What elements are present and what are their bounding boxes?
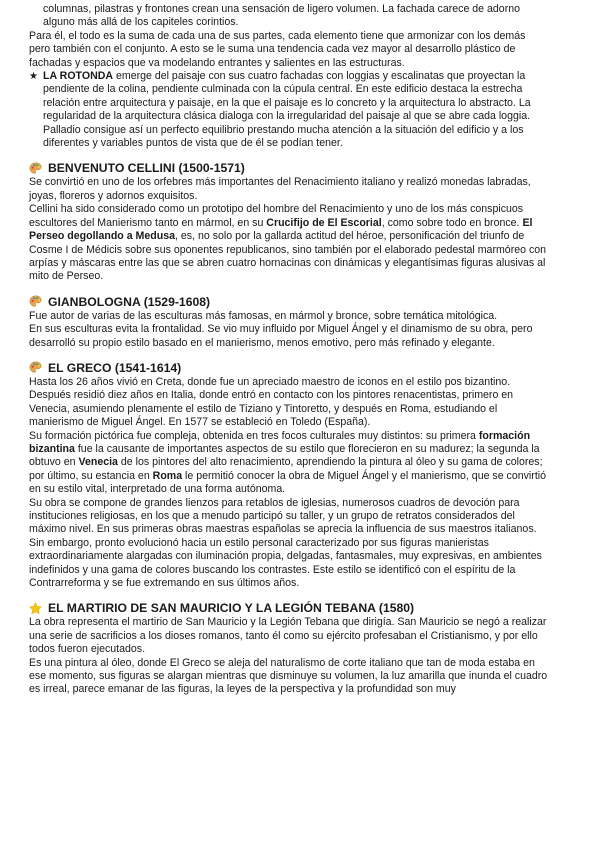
bullet-item-rotonda (29, 70, 548, 150)
continued-paragraph: columnas, pilastras y frontones crean una sensación de ligero volumen. La fachada carece de adorno alguno más allá de los capiteles corintios. (43, 3, 521, 29)
text-run: , es, no solo por la gallarda actitud del héroe, personificación del triunfo de Cosme I de Médicis sobre sus oponentes republicanos, sino también por el elaborado pedestal marmóreo con arpías y máscaras entre las que se abren cuatro hornacinas con dinámicas y elegantísimas figuras alusivas al mito de Perseo. (29, 230, 547, 283)
paragraph: Es una pintura al óleo, donde El Greco se aleja del naturalismo de corte italiano que tan de moda estaba en ese momento, sus figuras se alargan mientras que disminuye su volumen, la luz amarilla que inunda el cuadro es irreal, parece emanar de las figuras, la leyes de la perspectiva y la profundidad son muy (29, 656, 548, 696)
bullet-title: LA ROTONDA (43, 70, 114, 83)
heading-text: EL GRECO (1541-1614) (48, 360, 182, 375)
section-heading-cellini (29, 160, 548, 176)
text-run: fue la causante de importantes aspectos de su estilo que florecieron en su madurez; la segunda la obtuvo en (29, 442, 540, 469)
palette-icon (29, 162, 42, 175)
paragraph: La obra representa el martirio de San Mauricio y la Legión Tebana que dirigía. San Mauricio se negó a realizar una serie de sacrificios a los dioses romanos, tanto él como su ejército profesaban el Cristianismo, y por ello todos fueron ejecutados. (29, 616, 547, 656)
palette-icon (29, 295, 42, 308)
paragraph (29, 203, 548, 283)
bold-run: Crucifijo de El Escorial (266, 216, 382, 229)
paragraph: Hasta los 26 años vivió en Creta, donde fue un apreciado maestro de iconos en el estilo pos bizantino. Después residió diez años en Italia, donde entró en contacto con los pintores renacentistas, primero en Venecia, asumiendo plenamente el estilo de Tiziano y Tintoretto, y después en Roma, estudiando el manierismo de Miguel Ángel. En 1577 se estableció en Toledo (España). (29, 375, 514, 429)
paragraph: Se convirtió en uno de los orfebres más importantes del Renacimiento italiano y realizó monedas labradas, joyas, floreros y adornos exquisitos. (29, 176, 531, 202)
text-run: Su formación pictórica fue compleja, obtenida en tres focos culturales muy distintos: su primera (29, 429, 479, 442)
paragraph: Fue autor de varias de las esculturas más famosas, en mármol y bronce, sobre temática mitológica. (29, 309, 498, 322)
bold-run: formación bizantina (29, 429, 531, 455)
bold-run: Roma (152, 469, 183, 482)
palette-icon (29, 361, 42, 374)
star-icon (29, 602, 42, 615)
heading-text: EL MARTIRIO DE SAN MAURICIO Y LA LEGIÓN TEBANA (1580) (48, 601, 415, 616)
section-heading-gianbologna (29, 294, 548, 310)
black-star-icon: ★ (29, 71, 38, 83)
text-run: de los pintores del alto renacimiento, aprendiendo la pintura al óleo y su gama de colores; por último, su estancia en (29, 456, 543, 482)
text-run: le permitió conocer la obra de Miguel Ángel y el manierismo, que se convirtió en su estilo vital, interpretado de una forma autónoma. (29, 469, 547, 496)
paragraph: En sus esculturas evita la frontalidad. Se vio muy influido por Miguel Ángel y el dinamismo de su obra, pero desarrolló su propio estilo basado en el manierismo, menos emotivo, pero más refinado y elegante. (29, 323, 533, 349)
heading-text: BENVENUTO CELLINI (1500-1571) (48, 161, 245, 176)
bullet-text (43, 70, 548, 150)
section-heading-greco (29, 360, 548, 376)
heading-text: GIANBOLOGNA (1529-1608) (48, 294, 211, 309)
bold-run: El Perseo degollando a Medusa (29, 216, 533, 243)
bold-run: Venecia (78, 456, 118, 469)
paragraph: Su obra se compone de grandes lienzos para retablos de iglesias, numerosos cuadros de devoción para instituciones religiosas, en los que a menudo participó su taller, y un grupo de retratos considerados del máximo nivel. En sus primeras obras maestras españolas se aprecia la influencia de sus maestros italianos. Sin embargo, pronto evolucionó hacia un estilo personal caracterizado por sus figuras manieristas extraordinariamente alargadas con iluminación propia, delgadas, fantasmales, muy expresivas, en ambientes indefinidos y una gama de colores buscando los contrastes. Este estilo se identificó con el espíritu de la Contrarreforma y se fue extremando en sus últimos años. (29, 496, 542, 590)
section-heading-martirio (29, 600, 548, 616)
paragraph (29, 430, 548, 497)
text-run: , como sobre todo en bronce. (381, 216, 523, 229)
paragraph: Para él, el todo es la suma de cada una de sus partes, cada elemento tiene que armonizar con los demás pero también con el conjunto. A esto se le suma una tendencia cada vez mayor al desarrollo plástico de fachadas y espacios que va modelando entrantes y salientes en las estructuras. (29, 29, 526, 69)
bullet-body: emerge del paisaje con sus cuatro fachadas con loggias y escalinatas que proyectan la pendiente de la colina, pendiente culminada con la cúpula central. En este edificio destaca la estrecha relación entre arquitectura y paisaje, en la que el paisaje es lo concreto y la arquitectura lo abstracto. La regularidad de la arquitectura clásica dialoga con la irregularidad del paisaje al que se abre cada loggia. Palladio consigue así un perfecto equilibrio prestando mucha atención a la situación del edificio y a los diferentes y variables puntos de vista que de él se podían tener. (43, 70, 531, 150)
text-run: Cellini ha sido considerado como un prototipo del hombre del Renacimiento y uno de los más conspicuos escultores del Manierismo tanto en mármol, en su (29, 203, 524, 229)
